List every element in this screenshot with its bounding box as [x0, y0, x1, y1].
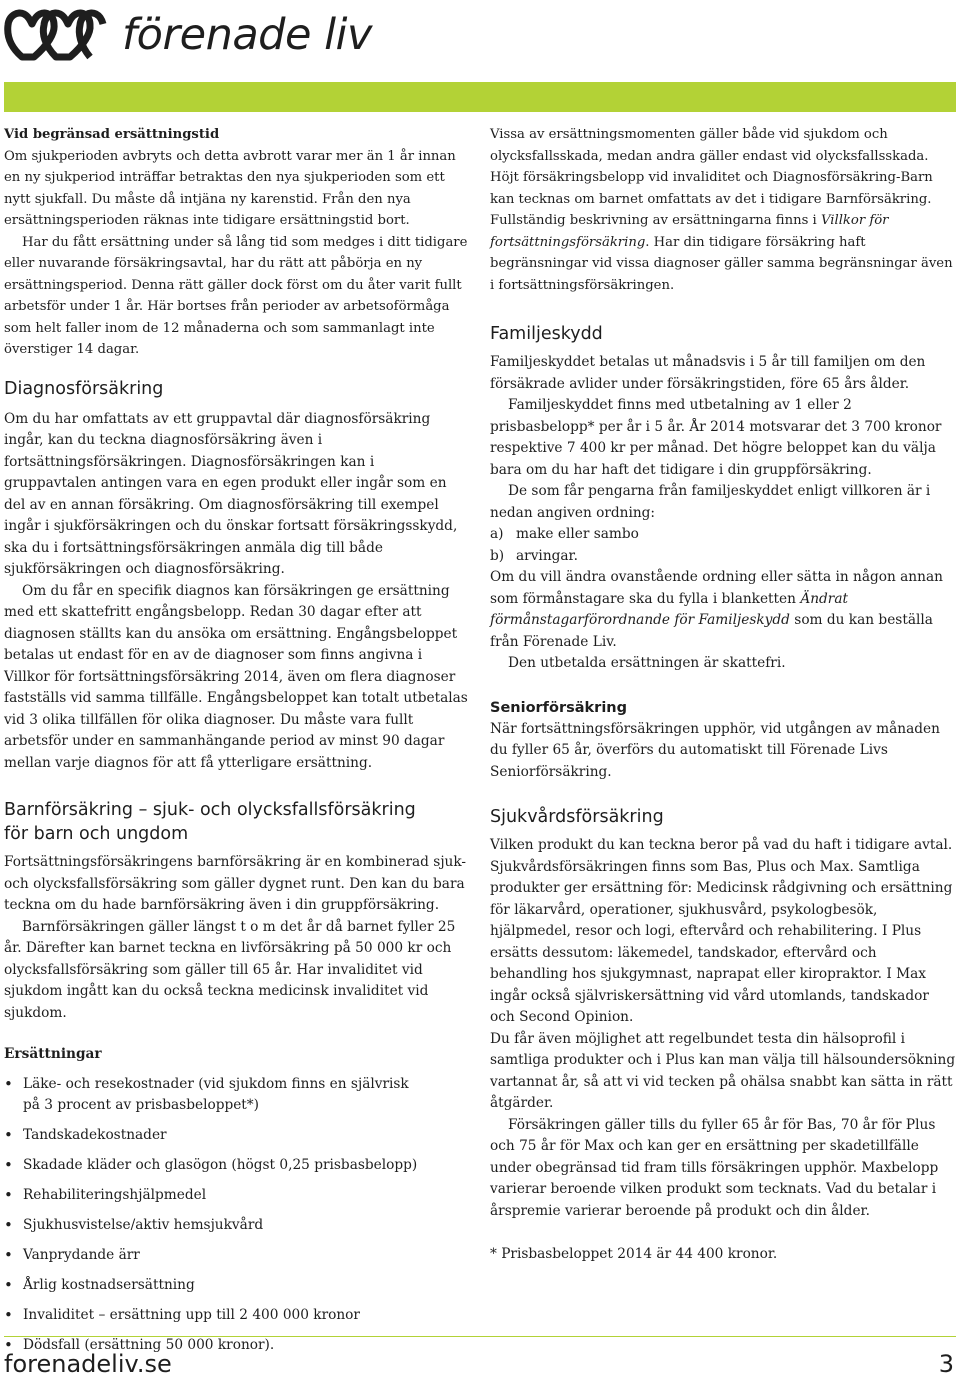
list-item-text: Tandskadekostnader	[23, 1127, 167, 1143]
list-item-text: Årlig kostnadsersättning	[23, 1277, 195, 1293]
order-text: make eller sambo	[516, 526, 639, 542]
paragraph: När fortsättningsförsäkringen upphör, vid utgången av månaden du fyller 65 år, överförs du automatiskt till Förenade Livs Seniorförsäkring.	[490, 720, 940, 780]
paragraph: Barnförsäkringen gäller längst t o m det år då barnet fyller 25 år. Därefter kan barnet teckna en livförsäkring på 50 000 kr och olycksfallsförsäkring som gäller till 65 år. Har invaliditet vid sjukdom ingått kan du också teckna medicinsk invaliditet vid sjukdom.	[4, 918, 456, 1021]
list-item-text: Skadade kläder och glasögon (högst 0,25 prisbasbelopp)	[23, 1157, 418, 1173]
order-text: arvingar.	[516, 547, 578, 564]
paragraph: Har du fått ersättning under så lång tid som medges i ditt tidigare eller nuvarande försäkringsavtal, har du rätt att påbörja en ny ersättningsperiod. Denna rätt gäller dock först om du åter varit fullt arbetsför under 1 år. Här bortses från perioder av arbetsoförmåga som helt faller inom de 12 månaderna och som sammanlagt inte överstiger 14 dagar.	[4, 234, 468, 357]
header-band	[4, 82, 956, 112]
section-title: Ersättningar	[4, 1046, 102, 1062]
list-item	[4, 1305, 470, 1327]
order-item	[490, 546, 956, 568]
list-item-text: Vanprydande ärr	[23, 1247, 140, 1263]
paragraph: Familjeskyddet finns med utbetalning av 1 eller 2 prisbasbelopp* per år i 5 år. År 2014 motsvarar det 3 700 kronor respektive 7 400 kr per månad. Det högre beloppet kan du välja bara om du har haft det tidigare i din gruppförsäkring.	[490, 397, 942, 478]
section-title: Barnförsäkring – sjuk- och olycksfallsförsäkring	[4, 800, 416, 820]
list-item	[4, 1215, 470, 1237]
section-limited-compensation	[4, 124, 470, 361]
paragraph: Om du har omfattats av ett gruppavtal där diagnosförsäkring ingår, kan du teckna diagnosförsäkring även i fortsättningsförsäkringen. Diagnosförsäkringen kan i gruppavtalen antingen vara en egen produkt eller ingår som en del av en annan försäkring. Om diagnosförsäkring till exempel ingår i sjukförsäkringen och du önskar fortsatt försäkringsskydd, ska du i fortsättningsförsäkringen anmäla dig till både sjukförsäkringen och diagnosförsäkring.	[4, 410, 458, 577]
paragraph: Familjeskyddet betalas ut månadsvis i 5 år till familjen om den försäkrade avlider under försäkringstiden, före 65 års ålder.	[490, 354, 926, 392]
text-run: som du kan beställa från Förenade Liv.	[490, 612, 933, 650]
list-item-text: Läke- och resekostnader (vid sjukdom finns en självrisk	[23, 1075, 409, 1092]
list-item-text: på 3 procent av prisbasbeloppet*)	[23, 1097, 259, 1113]
paragraph	[490, 567, 956, 653]
order-label: b)	[490, 547, 505, 564]
hearts-logo-icon	[4, 5, 108, 65]
list-item-text: Sjukhusvistelse/aktiv hemsjukvård	[23, 1217, 264, 1233]
section-title: Sjukvårdsförsäkring	[490, 807, 664, 827]
paragraph: Fortsättningsförsäkringens barnförsäkring är en kombinerad sjuk- och olycksfallsförsäkring som gäller dygnet runt. Den kan du bara teckna om du hade barnförsäkring även i din gruppförsäkring.	[4, 854, 467, 913]
order-label: a)	[490, 526, 504, 542]
page-number: 3	[938, 1350, 954, 1378]
paragraph	[4, 581, 470, 775]
list-item-text: Dödsfall (ersättning 50 000 kronor).	[23, 1337, 275, 1353]
text-run: , även om flera diagnoser fastställs vid samma tillfälle. Engångsbeloppet kan totalt utbetalas vid 3 olika tillfällen för olika diagnoser. Du måste vara fullt arbetsför under en sammanhängande period av minst 90 dagar mellan varje diagnos för att få ytterligare ersättning.	[4, 668, 468, 771]
compensation-list	[4, 1074, 470, 1357]
list-item	[4, 1245, 470, 1267]
text-run: . Har din tidigare försäkring haft begränsningar vid vissa diagnoser gäller samma begränsningar även i fortsättningsförsäkringen.	[490, 234, 953, 293]
text-run: Om du vill ändra ovanstående ordning eller sätta in någon annan som förmånstagare ska du fylla i blanketten	[490, 569, 943, 607]
section-title: Diagnosförsäkring	[4, 378, 164, 399]
paragraph	[490, 124, 956, 296]
intro-block	[490, 124, 956, 296]
list-item	[4, 1185, 470, 1207]
list-item	[4, 1074, 470, 1117]
brand-name: förenade liv	[122, 10, 372, 60]
footer-divider	[4, 1336, 956, 1337]
text-run: Vissa av ersättningsmomenten gäller både vid sjukdom och olycksfallsskada, medan andra gäller endast vid olycksfallsskada. Höjt försäkringsbelopp vid invaliditet och Diagnosförsäkring-Barn kan tecknas om barnet omfattats av det i tidigare Barnförsäkring. Fullständig beskrivning av ersättningarna finns i	[490, 127, 933, 228]
text-run-italic: Villkor för fortsättningsförsäkring	[490, 213, 889, 250]
footnote: * Prisbasbeloppet 2014 är 44 400 kronor.	[490, 1246, 778, 1262]
text-run-italic: Ändrat förmånstagarförordnande för Familjeskydd	[490, 590, 848, 628]
paragraph: Den utbetalda ersättningen är skattefri.	[508, 655, 786, 671]
section-title: Seniorförsäkring	[490, 699, 627, 716]
list-item-text: Rehabiliteringshjälpmedel	[23, 1187, 207, 1203]
text-run: Om du får en specifik diagnos kan försäkringen ge ersättning med ett skattefritt engångsbelopp. Redan 30 dagar efter att diagnosen ställts kan du ansöka om ersättning. Engångsbeloppet betalas ut endast för en av de diagnoser som finns angivna i	[4, 582, 458, 663]
section-title: Familjeskydd	[490, 324, 603, 344]
brand-logo	[4, 0, 372, 70]
paragraph: Vilken produkt du kan teckna beror på vad du haft i tidigare avtal. Sjukvårdsförsäkringen finns som Bas, Plus och Max. Samtliga produkter ger ersättning för: Medicinsk rådgivning och ersättning för läkarvård, operationer, sjukhusvård, psykologbesök, hjälpmedel, resor och logi, eftervård och rehabilitering. I Plus ersätts dessutom: läkemedel, tandskador, eftervård och behandling hos sjukgymnast, naprapat eller kiropraktor. I Max ingår också självriskersättning vid vård utomlands, tandskador och Second Opinion.	[490, 837, 953, 1025]
paragraph: Du får även möjlighet att regelbundet testa din hälsoprofil i samtliga produkter och i Plus kan man välja till hälsoundersökning vartannat år, så att vi vid tecken på ohälsa snabbt kan sätta in rätt åtgärder.	[490, 1030, 956, 1111]
left-column	[4, 124, 470, 1365]
paragraph: Försäkringen gäller tills du fyller 65 år för Bas, 70 år för Plus och 75 år för Max och kan ger en ersättning per skadetillfälle under obegränsad tid fram tills försäkringen upphör. Maxbelopp varierar beroende vilken produkt som tecknats. Vad du betalar i årspremie varierar beroende på produkt och din ålder.	[490, 1116, 939, 1219]
paragraph: Om sjukperioden avbryts och detta avbrott varar mer än 1 år innan en ny sjukperiod inträffar betraktas den nya sjukperioden som ett nytt sjukfall. Du måste då intjäna ny karenstid. Från den nya ersättningsperioden räknas inte tidigare ersättningstid bort.	[4, 148, 456, 228]
section-title: Vid begränsad ersättningstid	[4, 127, 220, 142]
list-item	[4, 1275, 470, 1297]
text-run: Villkor för fortsättningsförsäkring 2014	[4, 668, 279, 685]
footer-site-link[interactable]: forenadeliv.se	[4, 1350, 172, 1378]
list-item-text: Invaliditet – ersättning upp till 2 400 000 kronor	[23, 1307, 360, 1323]
list-item	[4, 1155, 470, 1177]
right-column	[490, 124, 956, 1266]
paragraph: De som får pengarna från familjeskyddet enligt villkoren är i nedan angiven ordning:	[490, 483, 931, 521]
order-item	[490, 524, 956, 546]
list-item	[4, 1125, 470, 1147]
section-title-line2: för barn och ungdom	[4, 824, 189, 844]
